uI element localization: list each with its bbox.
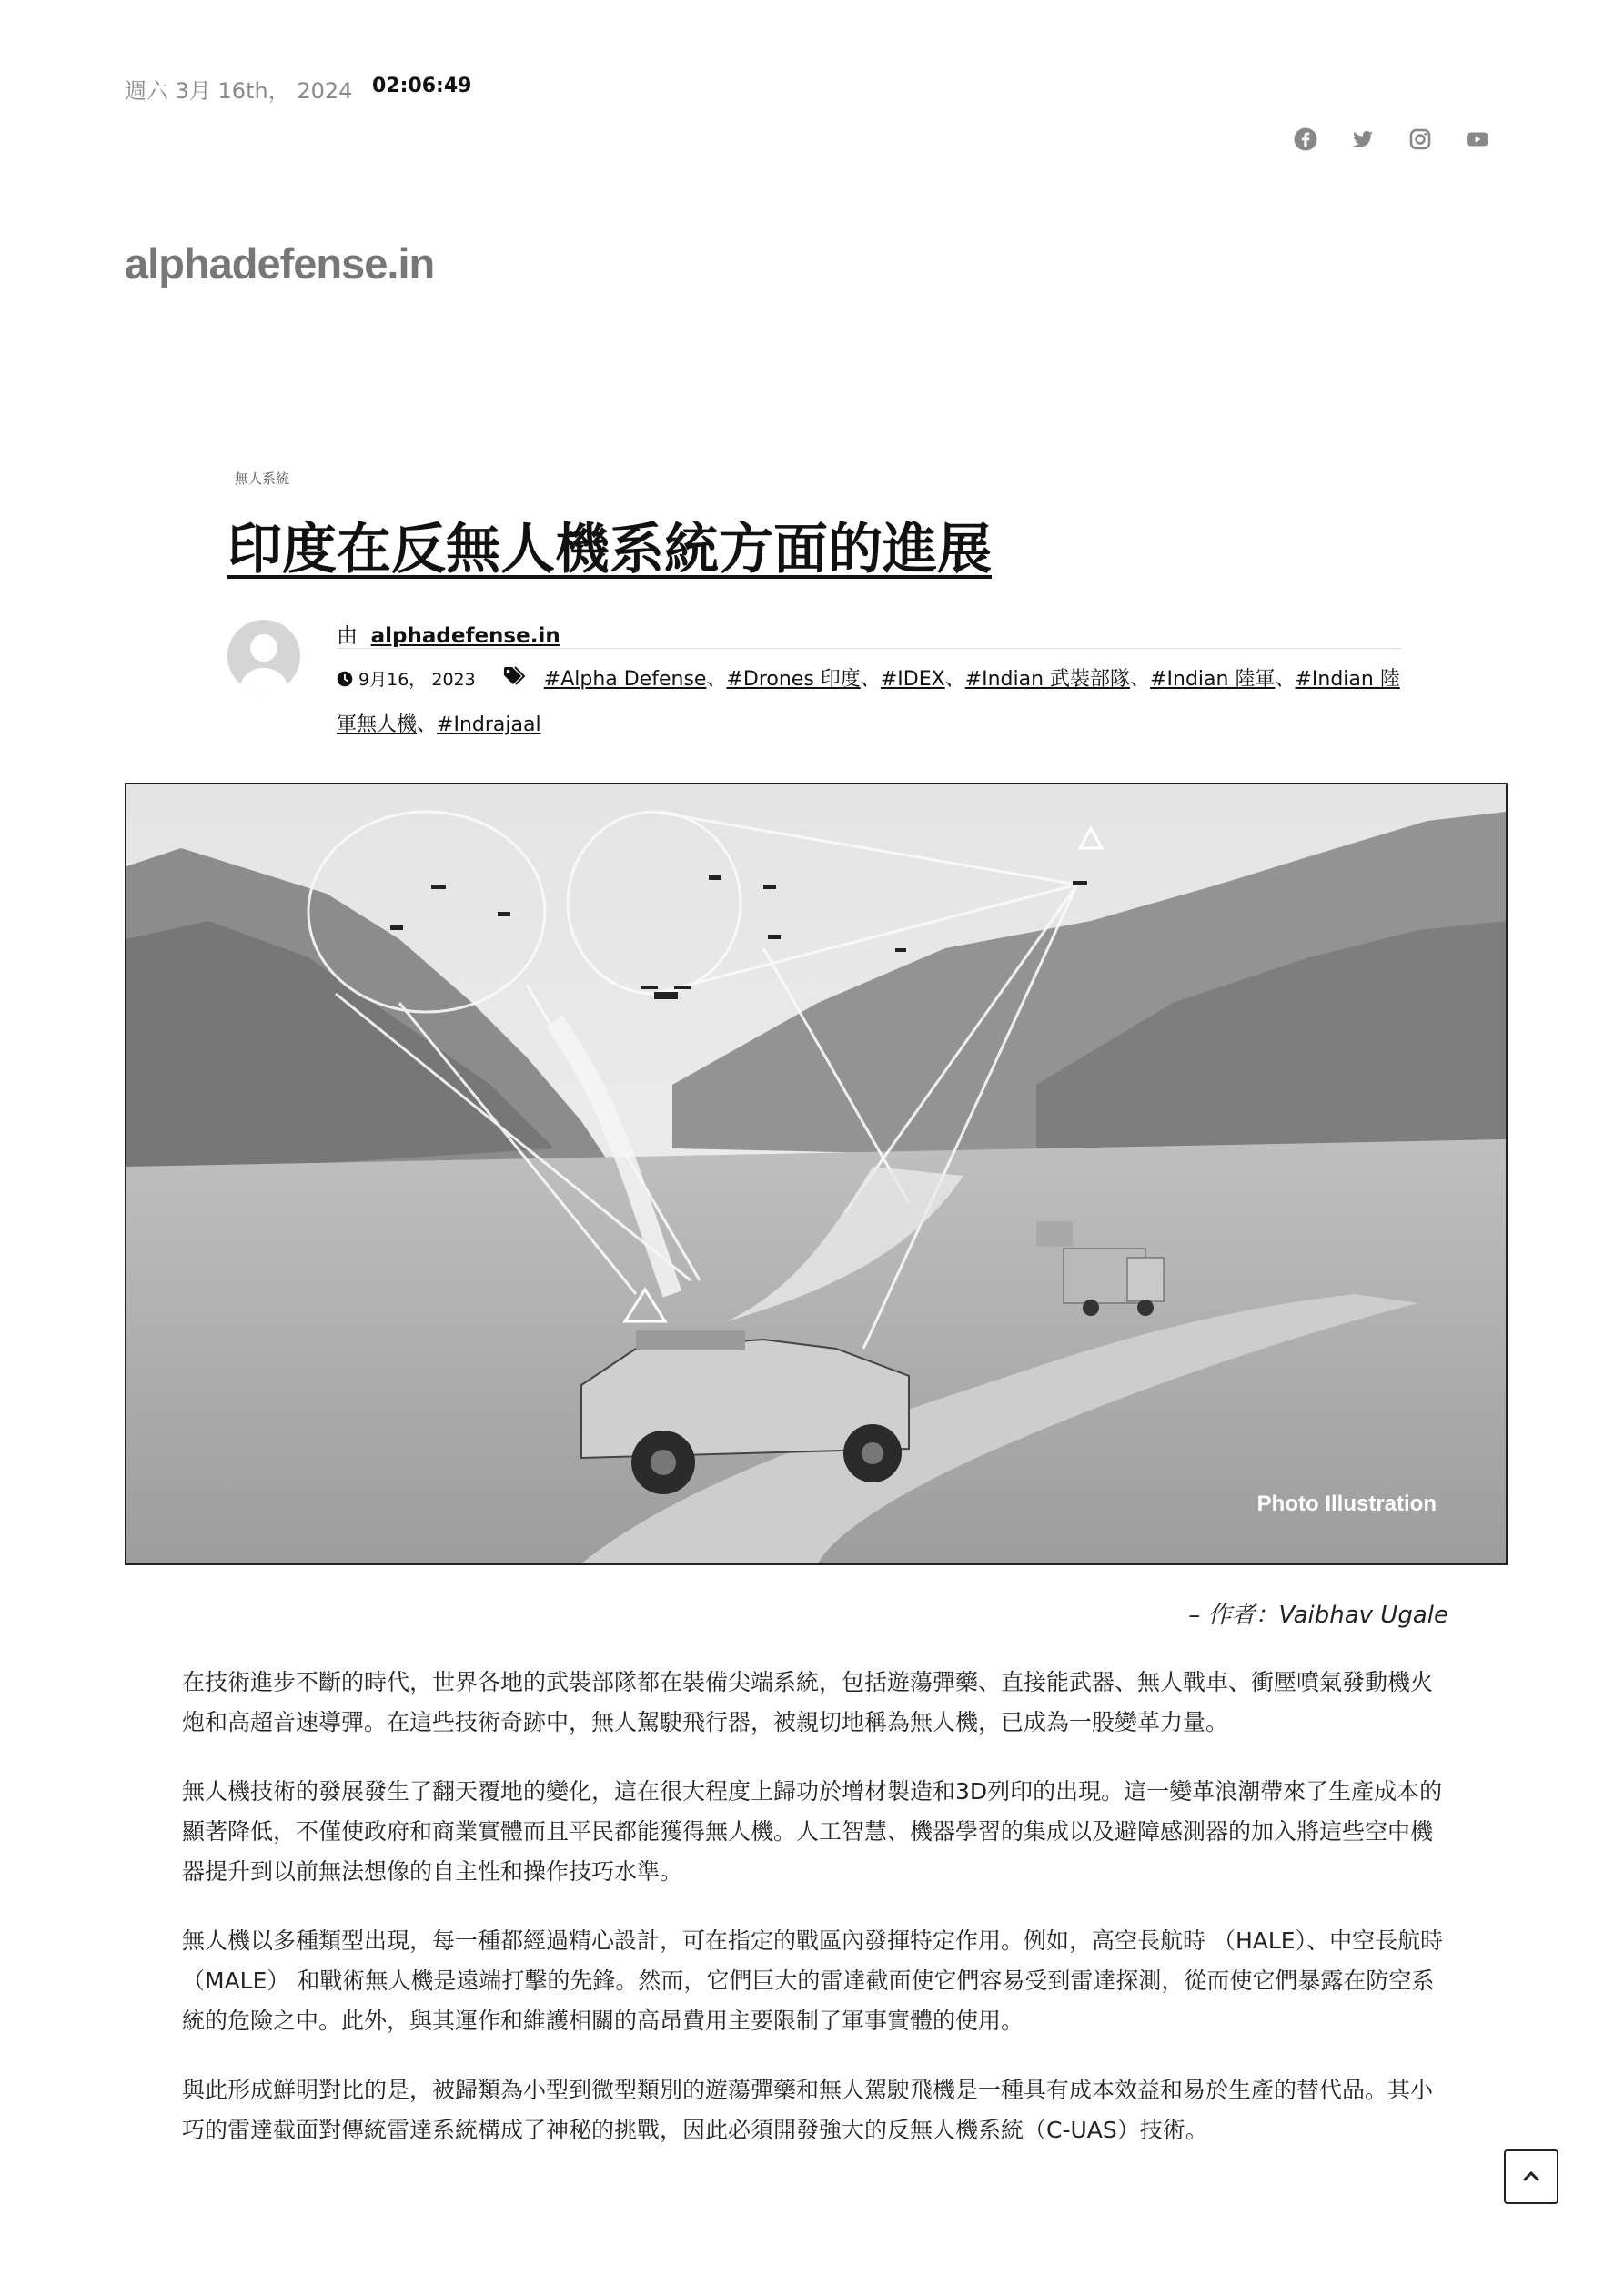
- instagram-icon: [1407, 126, 1434, 153]
- article-byline: – 作者：Vaibhav Ugale: [1188, 1602, 1448, 1629]
- counter-drone-illustration: [126, 784, 1506, 1563]
- header-date: 週六 3月 16th， 2024: [125, 78, 353, 104]
- tag-link[interactable]: #Indian 陸軍: [1150, 668, 1276, 691]
- tag-link[interactable]: #IDEX: [880, 668, 945, 691]
- post-category[interactable]: 無人系統: [235, 470, 290, 487]
- post-date: 9月16， 2023: [358, 670, 476, 690]
- tag-link[interactable]: #Indian 陸軍無人機: [337, 668, 1400, 736]
- site-title[interactable]: alphadefense.in: [125, 239, 435, 288]
- tag-separator: 、: [1275, 668, 1296, 691]
- meta-divider: [337, 648, 1401, 649]
- twitter-icon: [1349, 126, 1377, 153]
- article-body: [182, 1663, 1451, 2180]
- tag-separator: 、: [944, 668, 965, 691]
- tag-link[interactable]: #Drones 印度: [726, 668, 861, 691]
- back-to-top-button[interactable]: [1504, 2149, 1558, 2204]
- facebook-icon: [1292, 126, 1319, 153]
- youtube-icon: [1464, 126, 1491, 153]
- tags-icon: [503, 665, 529, 687]
- article-paragraph: 無人機以多種類型出現，每一種都經過精心設計，可在指定的戰區內發揮特定作用。例如，高空長航時 （HALE）、中空長航時 （MALE） 和戰術無人機是遠端打擊的先鋒。然而，它們巨大的雷達截面使它們容易受到雷達探測，從而使它們暴露在防空系統的危險之中。此外，與其運作和維護相關的高昂費用主要限制了軍事實體的使用。: [182, 1927, 1444, 2034]
- youtube-link[interactable]: [1464, 126, 1491, 153]
- tag-link[interactable]: #Indrajaal: [437, 713, 541, 736]
- tag-separator: 、: [417, 713, 438, 736]
- image-watermark: Photo Illustration: [1256, 1492, 1437, 1516]
- avatar-placeholder-icon: [227, 620, 300, 693]
- tag-link[interactable]: #Alpha Defense: [543, 668, 707, 691]
- facebook-link[interactable]: [1292, 126, 1319, 153]
- tag-link[interactable]: #Indian 武裝部隊: [964, 668, 1131, 691]
- twitter-link[interactable]: [1349, 126, 1377, 153]
- author-prefix: 由: [337, 624, 358, 648]
- author-link[interactable]: alphadefense.in: [370, 624, 560, 648]
- clock-icon: [337, 671, 353, 687]
- header-clock: 02:06:49: [372, 75, 472, 97]
- post-title[interactable]: 印度在反無人機系統方面的進展: [227, 518, 992, 582]
- featured-image: [125, 783, 1508, 1565]
- chevron-up-icon: [1521, 2167, 1541, 2187]
- author-avatar: [227, 620, 300, 693]
- instagram-link[interactable]: [1407, 126, 1434, 153]
- author-line: [337, 619, 560, 649]
- tag-separator: 、: [860, 668, 881, 691]
- article-paragraph: 在技術進步不斷的時代，世界各地的武裝部隊都在裝備尖端系統，包括遊蕩彈藥、直接能武器、無人戰車、衝壓噴氣發動機火炮和高超音速導彈。在這些技術奇跡中，無人駕駛飛行器，被親切地稱為無人機，已成為一股變革力量。: [182, 1669, 1434, 1735]
- post-meta: [337, 657, 1410, 748]
- tag-separator: 、: [1130, 668, 1151, 691]
- post-date-wrap: [337, 670, 481, 690]
- article-paragraph: 與此形成鮮明對比的是，被歸類為小型到微型類別的遊蕩彈藥和無人駕駛飛機是一種具有成本效益和易於生產的替代品。其小巧的雷達截面對傳統雷達系統構成了神秘的挑戰，因此必須開發強大的反無人機系統（C-UAS）技術。: [182, 2077, 1434, 2143]
- tag-separator: 、: [706, 668, 727, 691]
- article-paragraph: 無人機技術的發展發生了翻天覆地的變化，這在很大程度上歸功於增材製造和3D列印的出現。這一變革浪潮帶來了生產成本的顯著降低，不僅使政府和商業實體而且平民都能獲得無人機。人工智慧、機器學習的集成以及避障感測器的加入將這些空中機器提升到以前無法想像的自主性和操作技巧水準。: [182, 1778, 1443, 1885]
